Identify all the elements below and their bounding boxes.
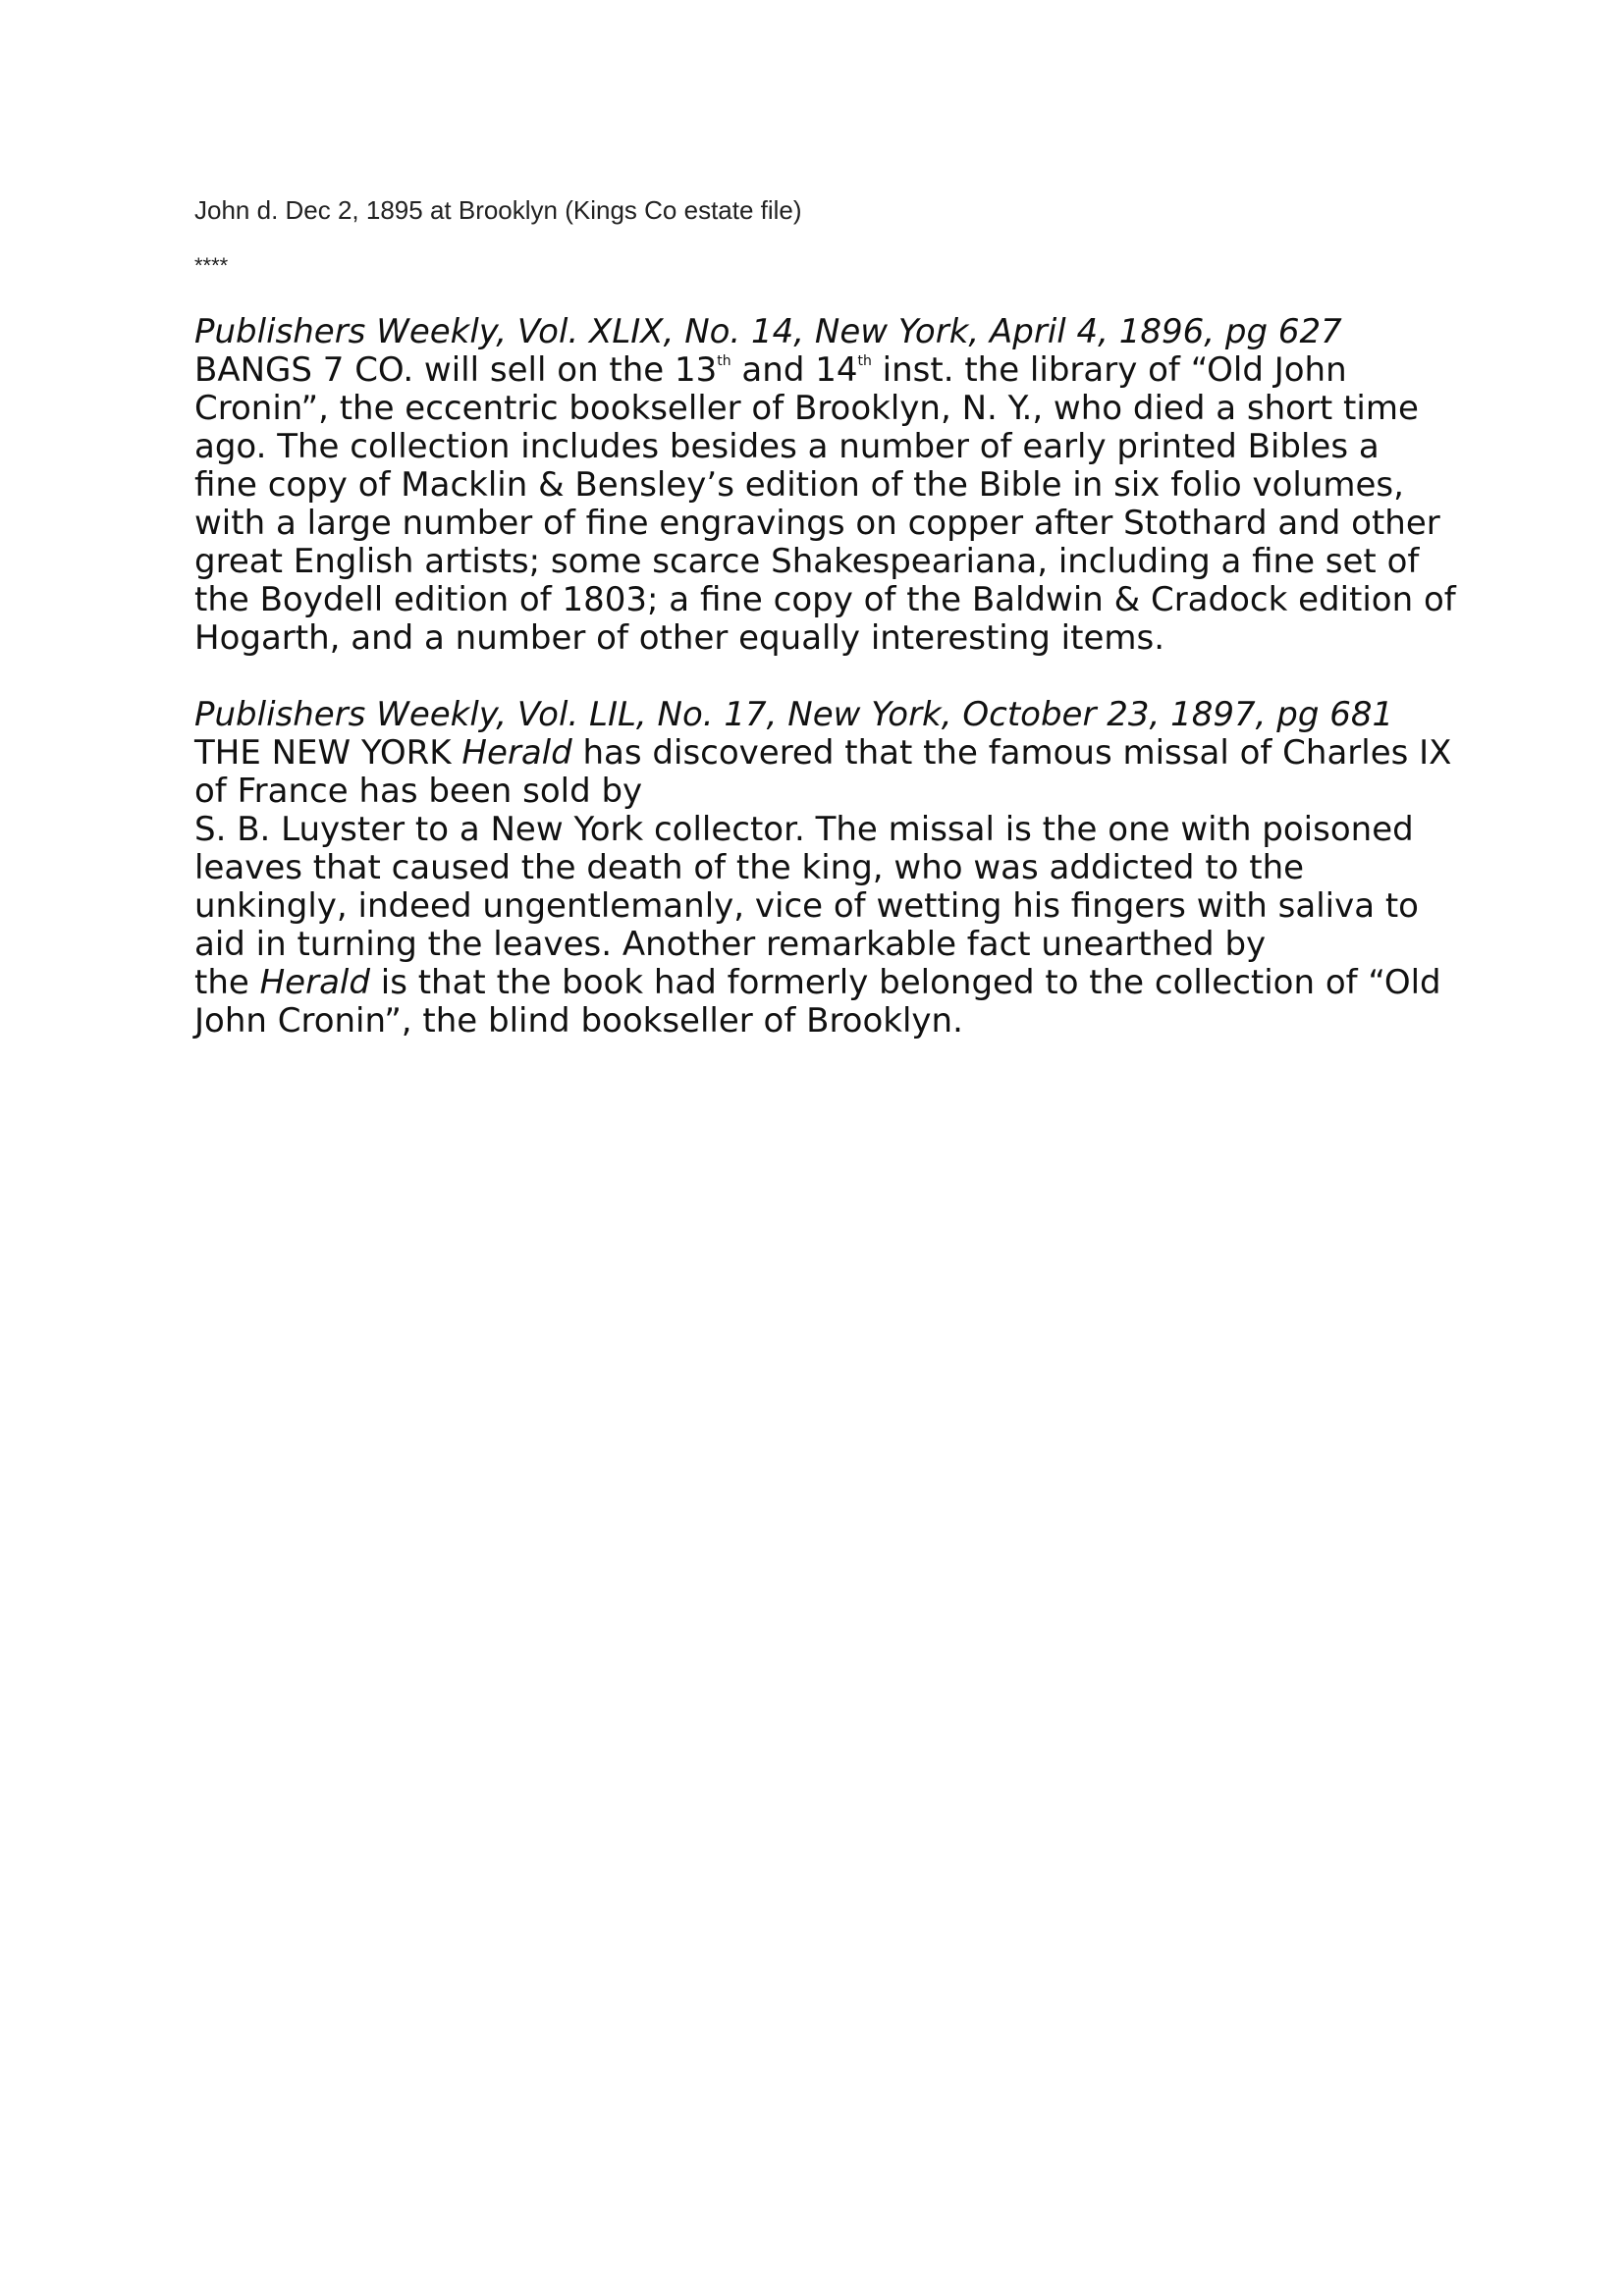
text-run: is that the book had formerly belonged to the collection of “Old: [369, 963, 1441, 1002]
section-separator: ****: [194, 253, 229, 278]
article-1897: [194, 696, 1461, 1041]
article-line: unkingly, indeed ungentlemanly, vice of wetting his fingers with saliva to: [194, 886, 1419, 926]
article-line: [194, 964, 1461, 1002]
ordinal-suffix: th: [717, 352, 731, 369]
article-line: with a large number of fine engravings on copper after Stothard and other: [194, 504, 1440, 543]
ordinal-suffix: th: [857, 352, 872, 369]
newspaper-title: Herald: [259, 963, 370, 1002]
article-line: ago. The collection includes besides a number of early printed Bibles a: [194, 427, 1380, 466]
article-line: fine copy of Macklin & Bensley’s edition of the Bible in six folio volumes,: [194, 465, 1404, 505]
article-line: of France has been sold by: [194, 772, 643, 811]
text-run: has discovered that the famous missal of Charles IX: [571, 733, 1452, 773]
article-line: Hogarth, and a number of other equally interesting items.: [194, 618, 1165, 658]
article-1896: [194, 313, 1461, 658]
article-line: S. B. Luyster to a New York collector. The missal is the one with poisoned: [194, 810, 1414, 849]
article-line: leaves that caused the death of the king, who was addicted to the: [194, 848, 1305, 887]
article-citation: Publishers Weekly, Vol. XLIX, No. 14, New York, April 4, 1896, pg 627: [194, 312, 1342, 351]
text-run: inst. the library of “Old John: [871, 350, 1347, 390]
article-line: aid in turning the leaves. Another remarkable fact unearthed by: [194, 925, 1267, 964]
text-run: THE NEW YORK: [194, 733, 462, 773]
article-line: [194, 734, 1461, 773]
article-line: [194, 351, 1461, 390]
article-line: the Boydell edition of 1803; a fine copy of the Baldwin & Cradock edition of: [194, 580, 1456, 619]
newspaper-title: Herald: [461, 733, 572, 773]
article-citation: Publishers Weekly, Vol. LIL, No. 17, New York, October 23, 1897, pg 681: [194, 695, 1394, 734]
article-line: great English artists; some scarce Shakespeariana, including a fine set of: [194, 542, 1420, 581]
article-line: John Cronin”, the blind bookseller of Brooklyn.: [194, 1001, 963, 1041]
text-run: and 14: [730, 350, 858, 390]
estate-note: John d. Dec 2, 1895 at Brooklyn (Kings Co estate file): [194, 195, 802, 225]
text-run: the: [194, 963, 260, 1002]
text-run: BANGS 7 CO. will sell on the 13: [194, 350, 718, 390]
article-line: Cronin”, the eccentric bookseller of Brooklyn, N. Y., who died a short time: [194, 389, 1419, 428]
